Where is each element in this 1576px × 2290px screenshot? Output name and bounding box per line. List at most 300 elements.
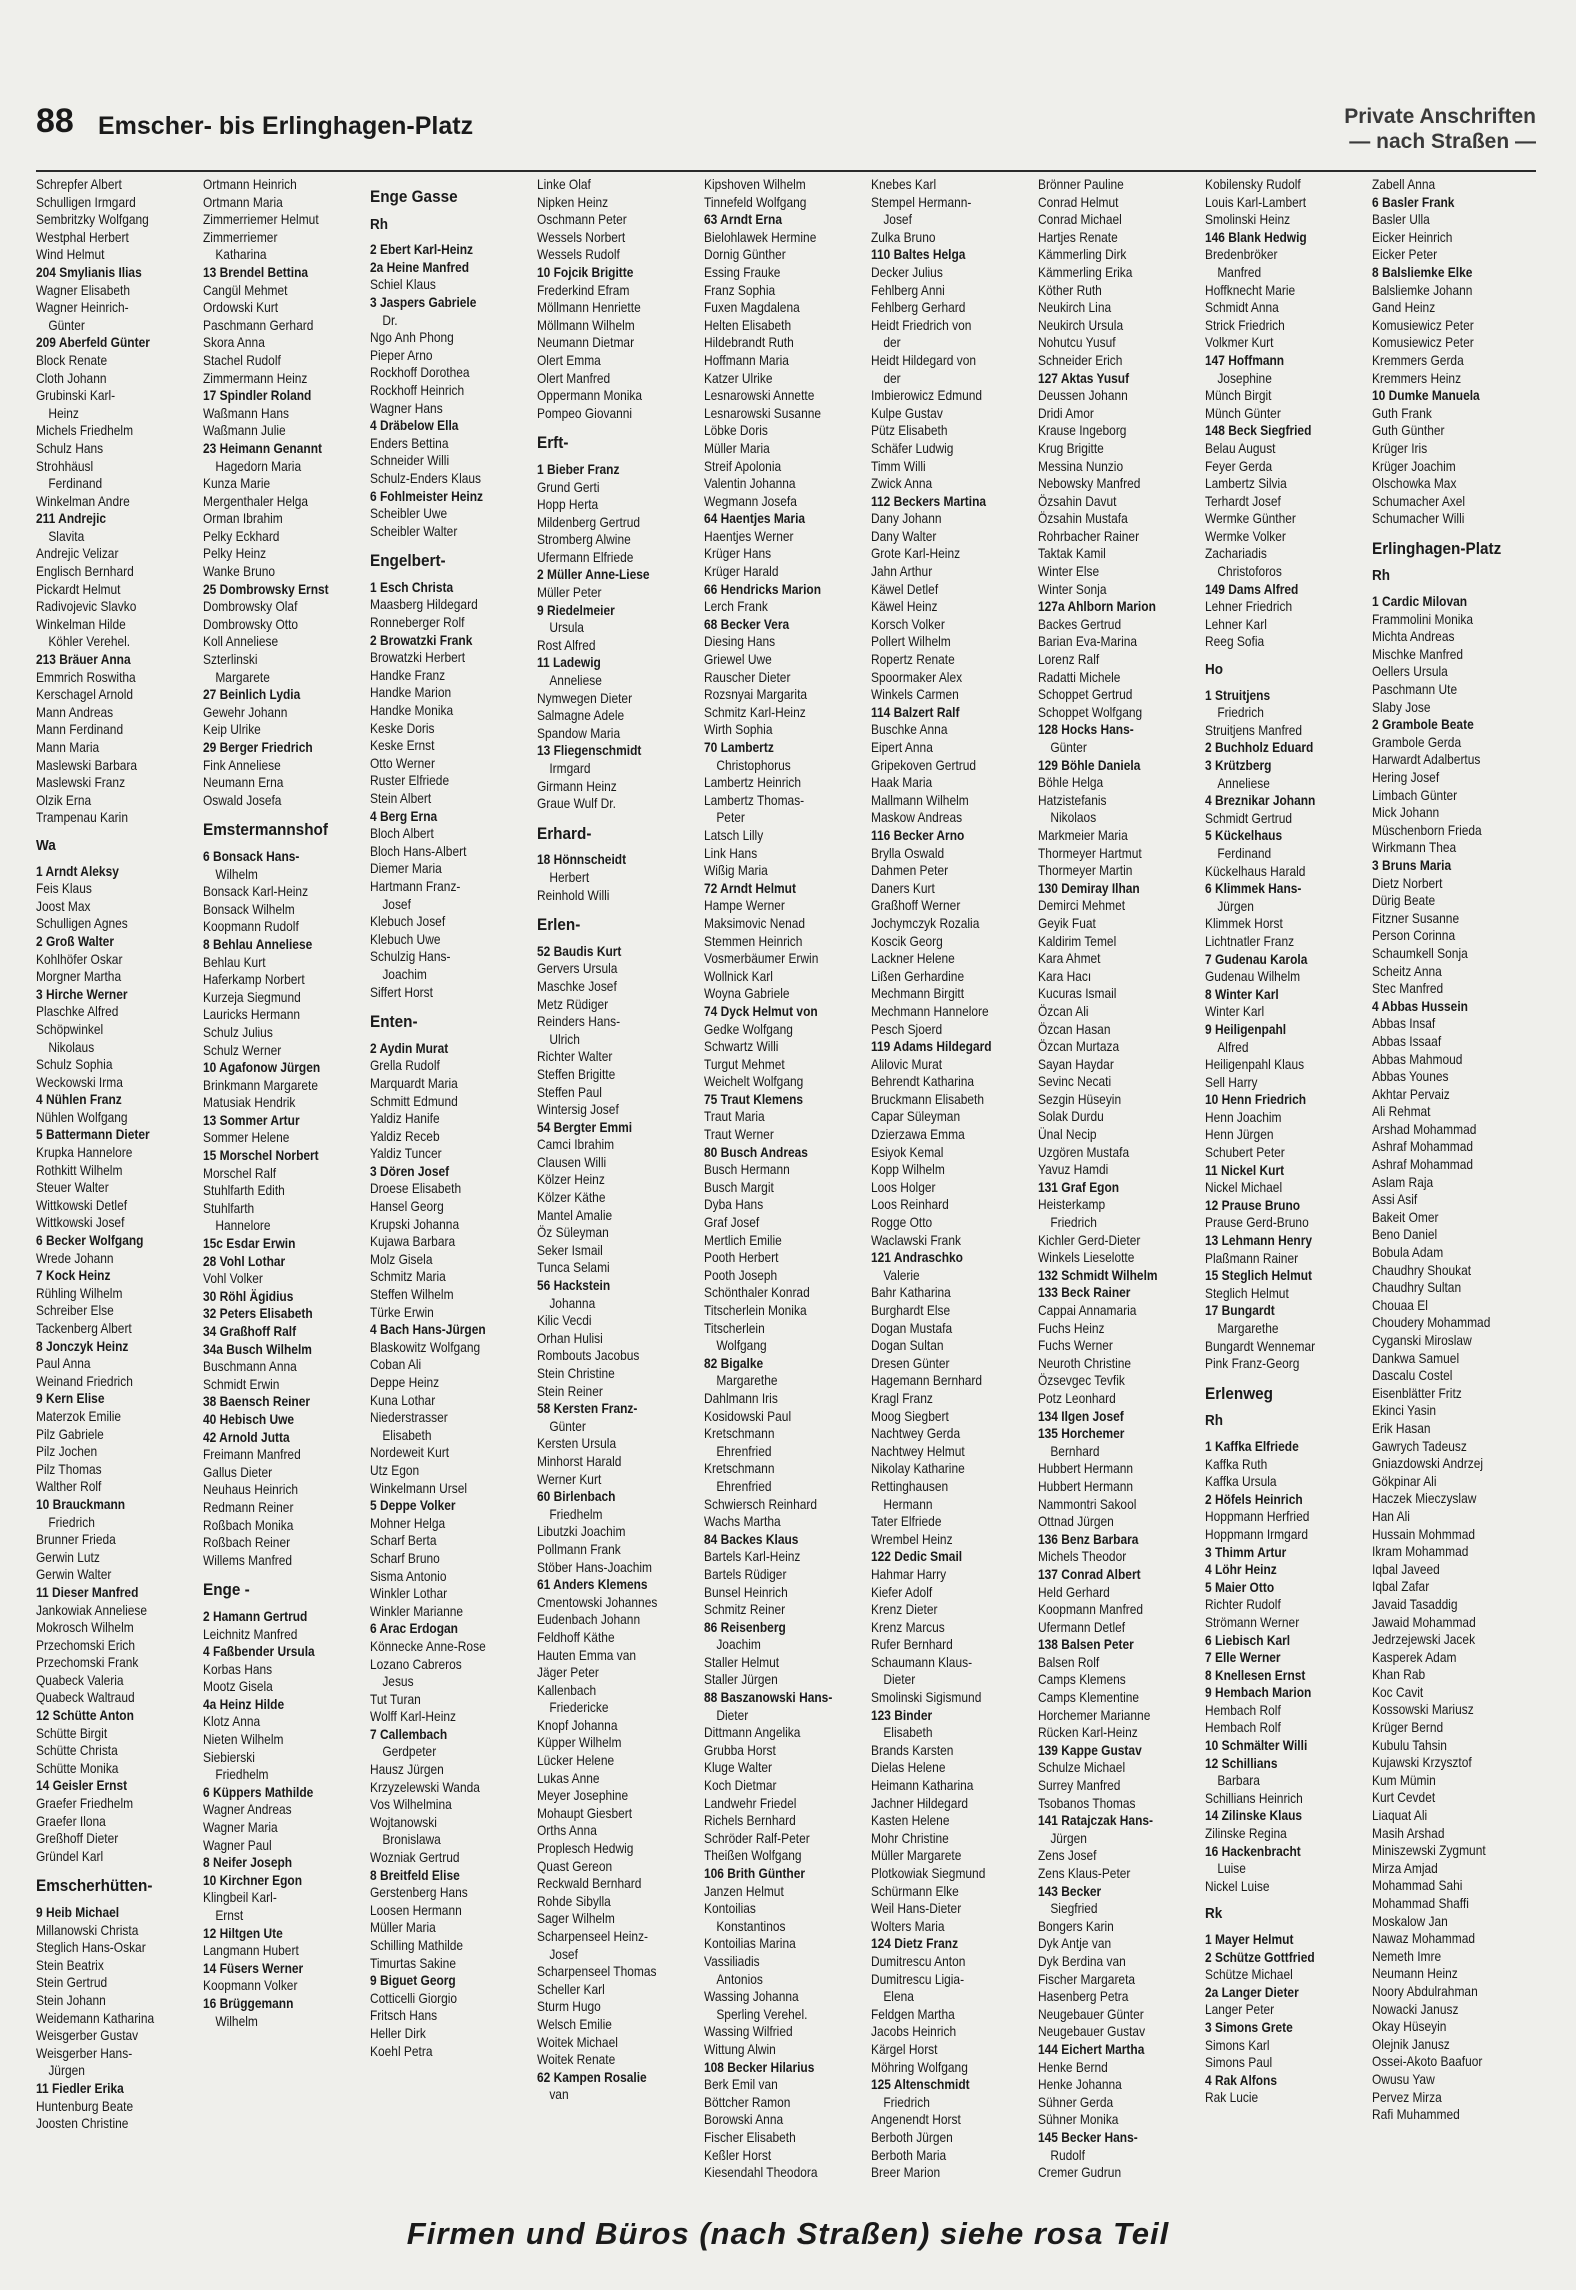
resident-entry: Friedrich [1217,705,1264,721]
resident-entry: Berboth Jürgen [871,2129,953,2145]
resident-entry: Wittkowski Detlef [36,1197,128,1213]
resident-entry: Graefer Ilona [36,1813,106,1829]
resident-entry: Libutzki Joachim [537,1524,626,1540]
resident-entry: Choudery Mohammad [1372,1315,1491,1331]
resident-entry: Schürmann Elke [871,1883,959,1899]
resident-entry: Christophorus [716,757,791,773]
resident-entry: Wachs Martha [704,1514,781,1530]
resident-entry: Strohhäusl [36,458,94,474]
resident-entry: Pooth Herbert [704,1250,779,1266]
resident-entry: 204 Smylianis Ilias [36,264,142,280]
resident-entry: Schulz Julius [203,1024,273,1040]
resident-entry: Oellers Ursula [1372,664,1448,680]
resident-entry: Hampe Werner [704,898,785,914]
resident-entry: Mohammad Shaffi [1372,1896,1469,1911]
resident-entry: Dany Walter [871,528,937,544]
resident-entry: Weckowski Irma [36,1074,123,1090]
resident-entry: Scheibler Uwe [370,506,448,522]
resident-entry: 6 Liebisch Karl [1205,1632,1291,1648]
resident-entry: Kum Mümin [1372,1772,1436,1788]
resident-entry: Günter [48,317,85,333]
resident-entry: Rauscher Dieter [704,669,791,685]
resident-entry: Hansel Georg [370,1199,444,1215]
resident-entry: 147 Hoffmann [1205,352,1285,368]
resident-entry: Kersten Ursula [537,1436,617,1452]
resident-entry: Barian Eva-Marina [1038,634,1138,650]
resident-entry: Diesing Hans [704,634,776,650]
resident-entry: Zens Josef [1038,1848,1097,1864]
resident-entry: Wollnick Karl [704,968,773,984]
resident-entry: 38 Baensch Reiner [203,1394,311,1410]
resident-entry: Kichler Gerd-Dieter [1038,1232,1141,1248]
resident-entry: Bruckmann Elisabeth [871,1091,985,1107]
resident-entry: Traut Maria [704,1109,765,1125]
resident-entry: Borowski Anna [704,2112,784,2128]
resident-entry: Linke Olaf [537,177,591,192]
resident-entry: 2a Heine Manfred [370,259,470,275]
resident-entry: Josephine [1217,370,1272,386]
resident-entry: 4 Rak Alfons [1205,2072,1278,2088]
resident-entry: Sezgin Hüseyin [1038,1091,1122,1107]
resident-entry: Nikolaus [48,1039,95,1055]
resident-entry: Kerschagel Arnold [36,687,134,703]
resident-entry: Hildebrandt Ruth [704,335,794,351]
resident-entry: Lauricks Hermann [203,1007,301,1023]
street-heading: Emstermannshof [203,820,328,840]
resident-entry: Mick Johann [1372,805,1440,821]
district-heading: Ho [1205,661,1223,679]
resident-entry: Mohammad Sahi [1372,1878,1463,1894]
resident-entry: Busch Hermann [704,1162,790,1178]
resident-entry: Klotz Anna [203,1714,261,1730]
resident-entry: Mantel Amalie [537,1207,613,1223]
resident-entry: 2 Ebert Karl-Heinz [370,242,474,258]
resident-entry: Yaldiz Hanife [370,1111,440,1127]
resident-entry: Joost Max [36,898,91,914]
resident-entry: Stec Manfred [1372,981,1444,997]
resident-entry: Jacobs Heinrich [871,2024,957,2040]
resident-entry: Krupski Johanna [370,1216,460,1232]
resident-entry: Markmeier Maria [1038,827,1128,843]
resident-entry: Mallmann Wilhelm [871,792,969,808]
resident-entry: Jürgen [48,2063,85,2079]
resident-entry: Terhardt Josef [1205,493,1281,509]
resident-entry: Winkelmann Ursel [370,1480,468,1496]
resident-entry: Langer Peter [1205,2002,1275,2018]
resident-entry: 8 Neifer Joseph [203,1855,293,1871]
resident-entry: Kujawski Krzysztof [1372,1755,1472,1771]
resident-entry: Otto Werner [370,755,435,771]
directory-column [203,176,364,2166]
resident-entry: Timurtas Sakine [370,1955,456,1971]
resident-entry: Stuhlfarth [203,1200,255,1216]
resident-entry: 130 Demiray Ilhan [1038,880,1140,896]
resident-entry: Solak Durdu [1038,1109,1104,1125]
resident-entry: Graf Josef [704,1215,760,1231]
resident-entry: 1 Cardic Milovan [1372,594,1468,610]
resident-entry: Böhle Helga [1038,775,1104,791]
resident-entry: Bonsack Wilhelm [203,901,295,917]
resident-entry: 16 Brüggemann [203,1995,294,2011]
resident-entry: Schulz Werner [203,1042,282,1058]
resident-entry: Könnecke Anne-Rose [370,1638,486,1654]
resident-entry: Pelky Heinz [203,546,267,562]
resident-entry: Zimmerriemer [203,229,278,245]
resident-entry: 13 Fliegenschmidt [537,743,642,759]
street-heading: Enge - [203,1580,250,1600]
resident-entry: Kosidowski Paul [704,1408,792,1424]
resident-entry: 4 Bach Hans-Jürgen [370,1322,486,1338]
resident-entry: Koopmann Manfred [1038,1602,1144,1618]
resident-entry: Kretschmann [704,1461,775,1477]
resident-entry: Olert Emma [537,352,601,368]
resident-entry: Spandow Maria [537,725,621,741]
resident-entry: Conrad Helmut [1038,194,1119,210]
resident-entry: 2 Groß Walter [36,933,114,949]
resident-entry: Joosten Christine [36,2116,129,2132]
resident-entry: Krzyzelewski Wanda [370,1779,480,1795]
resident-entry: Özsahin Mustafa [1038,511,1128,527]
resident-entry: Reckwald Bernhard [537,1876,642,1892]
resident-entry: Turgut Mehmet [704,1056,785,1072]
resident-entry: 8 Balsliemke Elke [1372,264,1473,280]
resident-entry: Traut Werner [704,1127,774,1143]
resident-entry: 134 Ilgen Josef [1038,1408,1124,1424]
resident-entry: Cmentowski Johannes [537,1594,658,1610]
resident-entry: Wittung Alwin [704,2041,776,2057]
resident-entry: Ordowski Kurt [203,300,279,316]
resident-entry: Jankowiak Anneliese [36,1602,148,1618]
resident-entry: 74 Dyck Helmut von [704,1003,818,1019]
resident-entry: Stuhlfarth Edith [203,1183,285,1199]
resident-entry: Schoppet Wolfgang [1038,704,1143,720]
resident-entry: Leichnitz Manfred [203,1626,298,1642]
resident-entry: Rockhoff Heinrich [370,382,465,398]
resident-entry: Köther Ruth [1038,282,1102,298]
resident-entry: 1 Esch Christa [370,579,454,595]
resident-entry: Graue Wulf Dr. [537,796,616,812]
resident-entry: Siegfried [1050,1901,1098,1917]
resident-entry: Yaldiz Receb [370,1128,440,1144]
resident-entry: Hopp Herta [537,497,599,513]
resident-entry: Müller Margarete [871,1848,962,1864]
resident-entry: Englisch Bernhard [36,564,134,580]
resident-entry: 2 Browatzki Frank [370,632,473,648]
resident-entry: Dzierzawa Emma [871,1127,965,1143]
resident-entry: Titscherlein [704,1320,765,1336]
resident-entry: 108 Becker Hilarius [704,2059,815,2075]
resident-entry: Salmagne Adele [537,708,625,724]
resident-entry: der [883,370,901,386]
resident-entry: Ufermann Detlef [1038,1619,1126,1635]
resident-entry: Hering Josef [1372,770,1440,785]
resident-entry: Ferdinand [48,476,103,492]
resident-entry: Wessels Rudolf [537,247,620,263]
district-heading: Rk [1205,1905,1223,1923]
resident-entry: Schumacher Willi [1372,511,1465,527]
resident-entry: 11 Fiedler Erika [36,2080,124,2096]
resident-entry: Wagner Paul [203,1837,272,1853]
resident-entry: 9 Heib Michael [36,1905,120,1920]
resident-entry: Krüger Hans [704,546,772,562]
resident-entry: Bartels Rüdiger [704,1566,787,1582]
resident-entry: Nickel Michael [1205,1180,1283,1196]
resident-entry: Walther Rolf [36,1479,102,1495]
resident-entry: Weinand Friedrich [36,1373,133,1389]
resident-entry: Maslewski Barbara [36,757,138,773]
resident-entry: Rozsnyai Margarita [704,687,808,703]
resident-entry: Chaudhry Shoukat [1372,1262,1472,1278]
resident-entry: Wanke Bruno [203,564,276,580]
resident-entry: Krupka Hannelore [36,1145,133,1161]
resident-entry: Feldhoff Käthe [537,1629,615,1645]
resident-entry: Prause Gerd-Bruno [1205,1215,1309,1231]
resident-entry: Sisma Antonio [370,1568,447,1584]
resident-entry: Enders Bettina [370,435,449,451]
resident-entry: Hubbert Hermann [1038,1461,1134,1477]
resident-entry: Miniszewski Zygmunt [1372,1843,1486,1859]
resident-entry: Cloth Johann [36,370,107,386]
resident-entry: Chouaa El [1372,1297,1428,1313]
resident-entry: Abbas Mahmoud [1372,1051,1463,1067]
resident-entry: 84 Backes Klaus [704,1531,799,1547]
directory-column [370,176,531,2166]
resident-entry: Niederstrasser [370,1410,448,1426]
resident-entry: Katzer Ulrike [704,370,773,386]
resident-entry: Scheibler Walter [370,523,458,539]
resident-entry: Szterlinski [203,652,258,668]
resident-entry: Hauten Emma van [537,1647,637,1663]
resident-entry: Hussain Mohmmad [1372,1526,1476,1542]
resident-entry: Jedrzejewski Jacek [1372,1632,1476,1648]
street-heading: Erhard- [537,823,592,843]
resident-entry: Buschke Anna [871,722,948,738]
resident-entry: Kragl Franz [871,1390,933,1406]
resident-entry: Landwehr Friedel [704,1795,797,1811]
resident-entry: 2 Grambole Beate [1372,717,1474,733]
resident-entry: 34a Busch Wilhelm [203,1341,312,1357]
resident-entry: Eicker Peter [1372,247,1438,263]
resident-entry: Fischer Margareta [1038,1971,1136,1987]
resident-entry: Wegmann Josefa [704,493,797,509]
resident-entry: Konstantinos [716,1918,786,1934]
resident-entry: Morschel Ralf [203,1165,277,1181]
resident-entry: Wilhelm [215,2013,258,2029]
resident-entry: Rufer Bernhard [871,1637,953,1653]
resident-entry: 6 Bonsack Hans- [203,848,300,864]
resident-entry: 3 Hirche Werner [36,986,128,1002]
resident-entry: Winter Sonja [1038,581,1107,597]
resident-entry: 10 Kirchner Egon [203,1872,303,1888]
resident-entry: Diemer Maria [370,861,442,877]
resident-entry: Westphal Herbert [36,229,129,245]
resident-entry: Louis Karl-Lambert [1205,194,1307,210]
street-heading: Engelbert- [370,551,446,571]
resident-entry: Kossowski Mariusz [1372,1702,1474,1718]
resident-entry: Winter Karl [1205,1004,1265,1020]
resident-entry: Abbas Issaaf [1372,1033,1442,1049]
resident-entry: Knopf Johanna [537,1717,618,1733]
resident-entry: Steffen Wilhelm [370,1287,454,1303]
resident-entry: 5 Maier Otto [1205,1579,1275,1595]
resident-entry: Mootz Gisela [203,1679,273,1695]
resident-entry: Ruster Elfriede [370,773,450,789]
directory-column [537,176,698,2166]
resident-entry: Elena [883,1989,914,2005]
resident-entry: Keip Ulrike [203,722,261,738]
resident-entry: Haczek Mieczyslaw [1372,1491,1477,1507]
resident-entry: Radatti Michele [1038,669,1121,685]
resident-entry: Koopmann Rudolf [203,919,299,935]
resident-entry: Käwel Heinz [871,599,938,615]
resident-entry: Strick Friedrich [1205,317,1285,333]
resident-entry: Nachtwey Gerda [871,1426,961,1442]
resident-entry: Haferkamp Norbert [203,972,305,988]
resident-entry: 2 Müller Anne-Liese [537,567,650,583]
resident-entry: Woitek Renate [537,2052,616,2068]
resident-entry: Krüger Joachim [1372,458,1456,474]
resident-entry: Gudenau Wilhelm [1205,969,1301,985]
resident-entry: Zilinske Regina [1205,1826,1287,1842]
resident-entry: Smolinski Heinz [1205,212,1291,228]
resident-entry: Yavuz Hamdi [1038,1162,1109,1178]
resident-entry: Koopmann Volker [203,1978,298,1994]
resident-entry: Özcan Hasan [1038,1021,1111,1037]
resident-entry: Cappai Annamaria [1038,1303,1137,1318]
resident-entry: Lambertz Thomas- [704,792,805,808]
resident-entry: Grote Karl-Heinz [871,546,961,562]
resident-entry: Hahmar Harry [871,1566,947,1582]
resident-entry: Cangül Mehmet [203,282,288,298]
resident-entry: Müschenborn Frieda [1372,822,1482,838]
resident-entry: Olert Manfred [537,370,611,386]
resident-entry: 86 Reisenberg [704,1619,786,1635]
resident-entry: Jachner Hildegard [871,1795,969,1811]
resident-entry: Mann Ferdinand [36,722,124,738]
resident-entry: Möhring Wolfgang [871,2059,968,2075]
resident-entry: Plotkowiak Siegmund [871,1866,986,1881]
resident-entry: Berk Emil van [704,2077,778,2093]
resident-entry: Sühner Gerda [1038,2094,1114,2110]
section-label-line1: Private Anschriften [1344,105,1536,128]
resident-entry: 13 Lehmann Henry [1205,1233,1313,1249]
resident-entry: Reinders Hans- [537,1014,621,1030]
resident-entry: Werner Kurt [537,1471,602,1487]
resident-entry: Eudenbach Johann [537,1612,641,1628]
resident-entry: Zens Klaus-Peter [1038,1866,1131,1881]
resident-entry: Stemmen Heinrich [704,933,803,949]
resident-entry: Heller Dirk [370,2025,426,2041]
resident-entry: Gand Heinz [1372,300,1436,316]
resident-entry: Pooth Joseph [704,1267,778,1283]
resident-entry: Maksimovic Nenad [704,915,806,931]
resident-entry: Münch Birgit [1205,388,1272,404]
resident-entry: Orhan Hulisi [537,1330,603,1346]
resident-entry: Krüger Harald [704,564,779,580]
resident-entry: Johanna [549,1295,596,1311]
resident-entry: Gewehr Johann [203,704,288,720]
street-heading: Erlinghagen-Platz [1372,538,1502,558]
resident-entry: 4 Faßbender Ursula [203,1644,315,1660]
resident-entry: Lambertz Silvia [1205,476,1287,492]
resident-entry: Korsch Volker [871,616,945,632]
resident-entry: Schulz Hans [36,440,104,456]
resident-entry: 9 Biguet Georg [370,1973,456,1989]
resident-entry: Özcan Ali [1038,1003,1089,1019]
resident-entry: 2a Langer Dieter [1205,1984,1299,2000]
footer-note: Firmen und Büros (nach Straßen) siehe rosa Teil [406,2216,1170,2251]
resident-entry: Stein Gertrud [36,1975,108,1991]
resident-entry: Fehlberg Anni [871,282,945,298]
resident-entry: Hoppmann Herfried [1205,1509,1310,1525]
resident-entry: 3 Jaspers Gabriele [370,294,477,310]
resident-entry: Scharpenseel Heinz- [537,1929,649,1944]
resident-entry: Schulzig Hans- [370,949,451,965]
resident-entry: Ulrich [549,1031,580,1047]
resident-entry: Nikolay Katharine [871,1461,965,1477]
resident-entry: Grund Gerti [537,479,600,495]
resident-entry: 1 Mayer Helmut [1205,1932,1294,1947]
resident-entry: Peter [716,810,745,826]
resident-entry: Morgner Martha [36,969,122,985]
resident-entry: Freimann Manfred [203,1447,301,1463]
resident-entry: Dittmann Angelika [704,1725,801,1741]
resident-entry: Lehner Friedrich [1205,599,1293,615]
resident-entry: Kallenbach [537,1682,597,1698]
resident-entry: Iqbal Zafar [1372,1579,1430,1595]
resident-entry: Dumitrescu Ligia- [871,1971,965,1987]
resident-entry: Ngo Anh Phong [370,330,454,346]
resident-entry: 9 Riedelmeier [537,602,615,618]
resident-entry: Winkelman Hilde [36,616,126,632]
resident-entry: Bungardt Wennemar [1205,1338,1316,1354]
resident-entry: Paschmann Gerhard [203,317,314,333]
resident-entry: Heidt Friedrich von [871,317,972,333]
resident-entry: Okay Hüseyin [1372,2019,1447,2035]
resident-entry: Heiligenpahl Klaus [1205,1057,1305,1073]
resident-entry: Franz Sophia [704,282,776,298]
resident-entry: Pesch Sjoerd [871,1021,943,1037]
resident-entry: 106 Brith Günther [704,1866,806,1881]
resident-entry: Vohl Volker [203,1271,263,1287]
resident-entry: Schönthaler Konrad [704,1285,810,1301]
resident-entry: Berboth Maria [871,2147,947,2163]
district-heading: Rh [370,215,388,233]
resident-entry: Streif Apolonia [704,458,782,474]
resident-entry: Rak Lucie [1205,2090,1259,2106]
resident-entry: 15 Morschel Norbert [203,1148,319,1164]
resident-entry: Rücken Karl-Heinz [1038,1725,1138,1741]
resident-entry: Millanowski Christa [36,1922,139,1938]
resident-entry: Taktak Kamil [1038,546,1106,562]
resident-entry: Bonsack Karl-Heinz [203,884,309,900]
resident-entry: 10 Dumke Manuela [1372,388,1480,404]
resident-entry: Richter Rudolf [1205,1597,1281,1613]
resident-entry: Decker Julius [871,264,943,280]
resident-entry: Imbierowicz Edmund [871,388,983,404]
resident-entry: Rafi Muhammed [1372,2107,1460,2123]
resident-entry: Kurt Cevdet [1372,1790,1436,1806]
resident-entry: Weisgerber Gustav [36,2028,139,2044]
resident-entry: 135 Horchemer [1038,1426,1125,1442]
resident-entry: Özsahin Davut [1038,493,1117,509]
resident-entry: Akhtar Pervaiz [1372,1086,1450,1102]
resident-entry: Weil Hans-Dieter [871,1901,962,1917]
resident-entry: Wagner Andreas [203,1802,292,1818]
resident-entry: Kremmers Gerda [1372,352,1464,368]
resident-entry: 14 Geisler Ernst [36,1778,128,1794]
resident-entry: Kämmerling Erika [1038,264,1133,280]
